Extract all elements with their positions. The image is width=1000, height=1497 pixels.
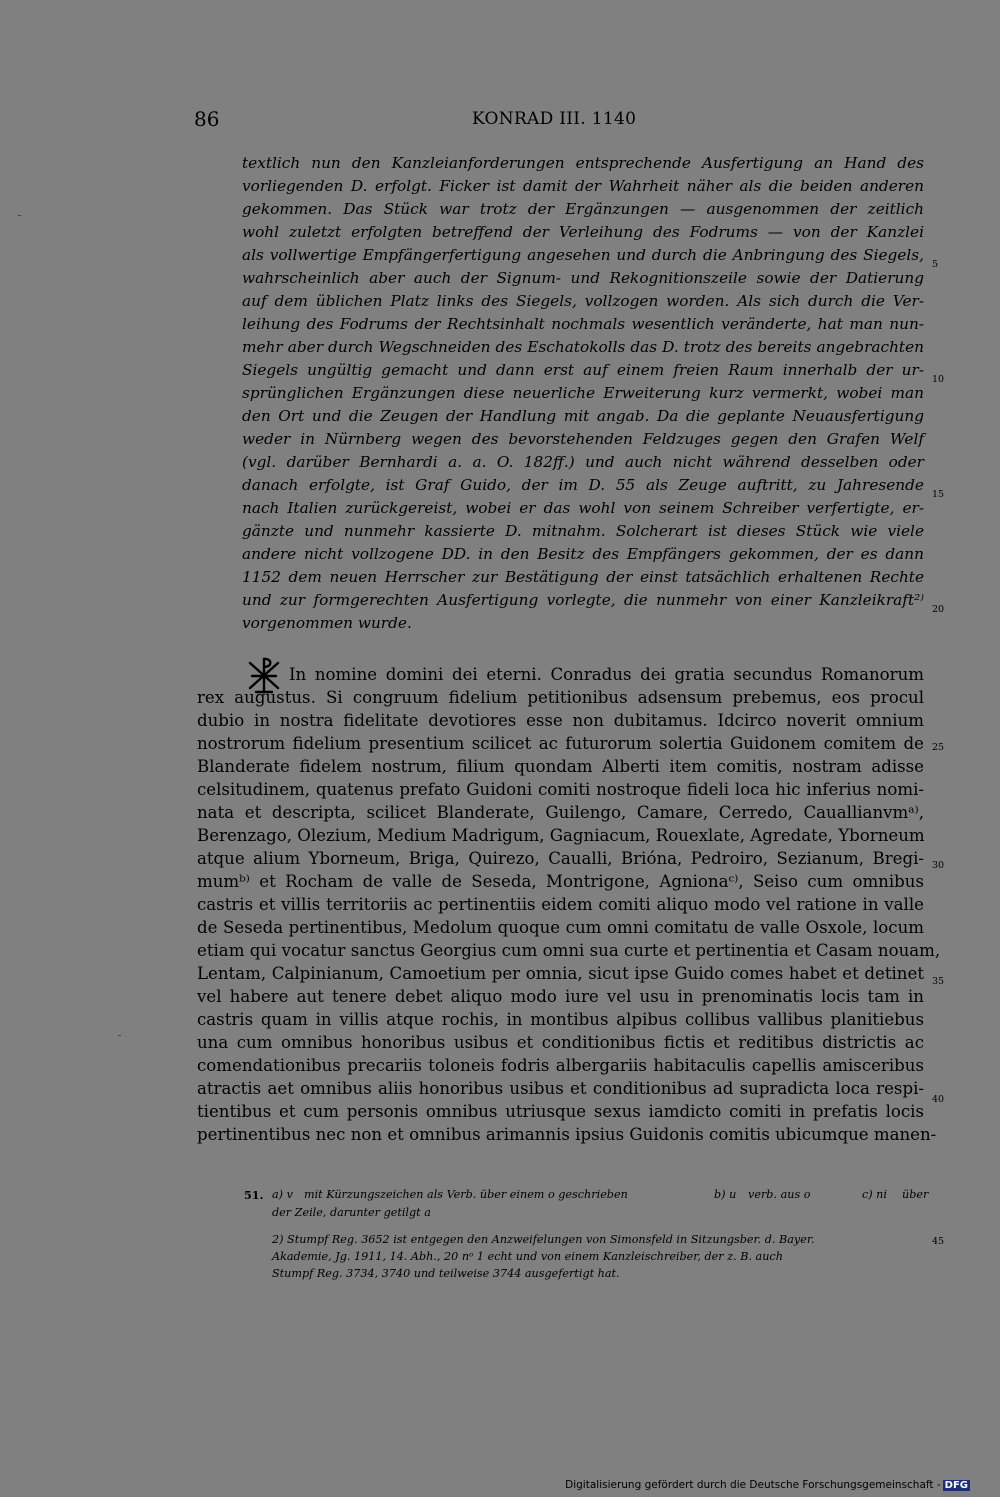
document-line: castris quam in villis atque rochis, in montibus alpibus collibus vallibus planitiebus	[197, 1010, 924, 1029]
line-number: 10	[932, 374, 945, 385]
page-number: 86	[194, 107, 220, 131]
commentary-line: danach erfolgte, ist Graf Guido, der im D. 55 als Zeuge auftritt, zu Jahresende	[242, 476, 924, 494]
scan-speck	[18, 215, 21, 216]
document-line: de Seseda pertinentibus, Medolum quoque cum omni comitatu de valle Osxole, locum	[197, 918, 924, 937]
line-number: 35	[932, 976, 945, 987]
document-line: mumᵇ⁾ et Rocham de valle de Seseda, Montrigone, Agnionaᶜ⁾, Seiso cum omnibus	[197, 872, 924, 891]
line-number: 25	[932, 742, 945, 753]
commentary-line: gekommen. Das Stück war trotz der Ergänzungen — ausgenommen der zeitlich	[242, 200, 924, 218]
commentary-line: wahrscheinlich aber auch der Signum- und Rekognitionszeile sowie der Datierung	[242, 269, 924, 287]
commentary-line: nach Italien zurückgereist, wobei er das wohl von seinem Schreiber verfertigte, er-	[242, 499, 924, 517]
footnote-b-text: verb. aus o	[748, 1188, 811, 1201]
footnote-b-label: b) u	[714, 1188, 737, 1201]
scan-speck	[118, 1035, 121, 1036]
footnote-a-label: a) v	[272, 1188, 293, 1201]
document-line: etiam qui vocatur sanctus Georgius cum omni sua curte et pertinentia et Casam nouam,	[197, 941, 941, 960]
footnote-a-text: mit Kürzungszeichen als Verb. über einem o geschrieben	[304, 1188, 628, 1201]
commentary-line: Siegels ungültig gemacht und dann erst auf einem freien Raum innerhalb der ur-	[242, 361, 924, 379]
footnote-c-text: über	[902, 1188, 929, 1201]
commentary-line: als vollwertige Empfängerfertigung angesehen und durch die Anbringung des Siegels,	[242, 246, 924, 264]
document-line: pertinentibus nec non et omnibus arimannis ipsius Guidonis comitis ubicumque manen-	[197, 1125, 937, 1144]
document-line: dubio in nostra fidelitate devotiores esse non dubitamus. Idcirco noverit omnium	[197, 711, 924, 730]
line-number: 20	[932, 604, 945, 615]
document-line: comendationibus precariis toloneis fodris albergariis habitaculis capellis amisceribus	[197, 1056, 924, 1075]
line-number: 5	[932, 259, 939, 270]
document-line: Berenzago, Olezium, Medium Madrigum, Gagniacum, Rouexlate, Agredate, Yborneum	[197, 826, 925, 845]
document-line: vel habere aut tenere debet aliquo modo iure vel usu in prenominatis locis tam in	[197, 987, 924, 1006]
commentary-line: leihung des Fodrums der Rechtsinhalt nochmals wesentlich veränderte, hat man nun-	[242, 315, 924, 333]
commentary-line: mehr aber durch Wegschneiden des Eschatokolls das D. trotz des bereits angebrachten	[242, 338, 924, 356]
document-line: castris et villis territoriis ac pertinentiis eidem comiti aliquo modo vel ratione in valle	[197, 895, 924, 914]
footnote-2-line: Akademie, Jg. 1911, 14. Abh., 20 nᵒ 1 echt und von einem Kanzleischreiber, der z. B. auch	[272, 1250, 783, 1263]
footnote-2-line: 2) Stumpf Reg. 3652 ist entgegen den Anzweifelungen von Simonsfeld in Sitzungsber. d. Bayer.	[272, 1233, 815, 1246]
footnote-a-continuation: der Zeile, darunter getilgt a	[272, 1206, 431, 1219]
footnote-doc-number: 51.	[244, 1188, 264, 1202]
footnote-2-line: Stumpf Reg. 3734, 3740 und teilweise 3744 ausgefertigt hat.	[272, 1267, 620, 1280]
document-line: una cum omnibus honoribus usibus et conditionibus fictis et reditibus districtis ac	[197, 1033, 924, 1052]
document-line: atractis aet omnibus aliis honoribus usibus et conditionibus ad supradicta loca respi-	[197, 1079, 924, 1098]
commentary-line: und zur formgerechten Ausfertigung vorlegte, die nunmehr von einer Kanzleikraft²⁾	[242, 591, 924, 609]
commentary-line: vorgenommen wurde.	[242, 614, 412, 632]
commentary-line: auf dem üblichen Platz links des Siegels, vollzogen worden. Als sich durch die Ver-	[242, 292, 924, 310]
document-line: atque alium Yborneum, Briga, Quirezo, Caualli, Brióna, Pedroiro, Sezianum, Bregi-	[197, 849, 924, 868]
commentary-line: sprünglichen Ergänzungen diese neuerliche Erweiterung kurz vermerkt, wobei man	[242, 384, 924, 402]
running-head: KONRAD III. 1140	[472, 109, 637, 129]
digitization-credit	[565, 1479, 970, 1491]
document-line: tientibus et cum personis omnibus utriusque sexus iamdicto comiti in prefatis locis	[197, 1102, 924, 1121]
page-header	[0, 107, 1000, 135]
document-line: nostrorum fidelium presentium scilicet ac futurorum solertia Guidonem comitem de	[197, 734, 924, 753]
document-line: Blanderate fidelem nostrum, filium quondam Alberti item comitis, nostram adisse	[197, 757, 924, 776]
document-line: In nomine domini dei eterni. Conradus dei gratia secundus Romanorum	[289, 665, 924, 684]
dfg-logo: DFG	[944, 1480, 968, 1491]
line-number: 30	[932, 860, 945, 871]
line-number: 15	[932, 489, 945, 500]
document-line: nata et descripta, scilicet Blanderate, Guilengo, Camare, Cerredo, Cauallianvmᵃ⁾,	[197, 803, 924, 822]
commentary-line: den Ort und die Zeugen der Handlung mit angab. Da die geplante Neuausfertigung	[242, 407, 924, 425]
credit-text: Digitalisierung gefördert durch die Deutsche Forschungsgemeinschaft -	[565, 1479, 941, 1491]
commentary-line: gänzte und nunmehr kassierte D. mitnahm. Solcherart ist dieses Stück wie viele	[242, 522, 924, 540]
commentary-line: andere nicht vollzogene DD. in den Besitz des Empfängers gekommen, der es dann	[242, 545, 924, 563]
commentary-line: textlich nun den Kanzleianforderungen entsprechende Ausfertigung an Hand des	[242, 154, 924, 172]
document-line: Lentam, Calpinianum, Camoetium per omnia, sicut ipse Guido comes habet et detinet	[197, 964, 924, 983]
commentary-line: (vgl. darüber Bernhardi a. a. O. 182ff.) und auch nicht während desselben oder	[242, 453, 924, 471]
commentary-line: weder in Nürnberg wegen des bevorstehenden Feldzuges gegen den Grafen Welf	[242, 430, 924, 448]
commentary-line: vorliegenden D. erfolgt. Ficker ist damit der Wahrheit näher als die beiden anderen	[242, 177, 924, 195]
document-line: celsitudinem, quatenus prefato Guidoni comiti nostroque fideli loca hic inferius nomi-	[197, 780, 924, 799]
document-line: rex augustus. Si congruum fidelium petitionibus adsensum prebemus, eos procul	[197, 688, 924, 707]
footnote-c-label: c) ni	[862, 1188, 887, 1201]
line-number: 45	[932, 1236, 945, 1247]
commentary-line: 1152 dem neuen Herrscher zur Bestätigung der einst tatsächlich erhaltenen Rechte	[242, 568, 924, 586]
line-number: 40	[932, 1094, 945, 1105]
commentary-line: wohl zuletzt erfolgten betreffend der Verleihung des Fodrums — von der Kanzlei	[242, 223, 924, 241]
